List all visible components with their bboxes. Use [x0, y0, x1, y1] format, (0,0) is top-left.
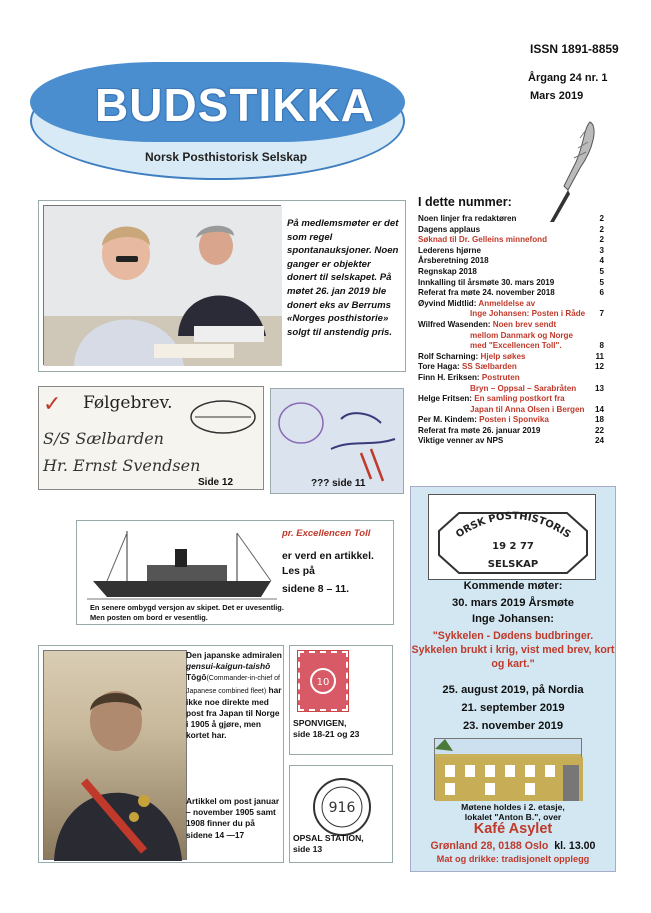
- toc-item-title: Bryn – Oppsal – Sarabråten: [470, 383, 577, 393]
- meeting-speaker: Inge Johansen:: [471, 613, 555, 625]
- toc-item-page: 2: [599, 235, 604, 245]
- venue-building-image: [434, 738, 582, 800]
- toc-title: I dette nummer:: [418, 195, 512, 209]
- toc-item-author: Rolf Scharning:: [418, 351, 481, 361]
- opsal-label: [293, 833, 364, 855]
- toc-item-title: [418, 267, 590, 278]
- sponvigen-label: [293, 718, 359, 740]
- toc-item-title: [418, 288, 590, 299]
- toc-item: [418, 288, 604, 299]
- toc-item-article: SS Sælbarden: [461, 362, 517, 372]
- toc-item-page: 14: [594, 404, 604, 414]
- toc-item: [418, 373, 604, 384]
- togo-text-c: har ikke noe direkte med post fra Japan til Norge i 1905 å gjøre, men kortet har.: [186, 684, 282, 741]
- toc-item-author: Dagens applaus: [418, 224, 481, 234]
- volume-number: Årgang 24 nr. 1: [528, 72, 608, 84]
- toc-item-title: [418, 352, 590, 363]
- toc-item-page: 6: [599, 288, 604, 298]
- toc-item-page: 22: [594, 425, 604, 435]
- meeting-photo: [43, 205, 281, 365]
- masthead-subtitle: Norsk Posthistorisk Selskap: [145, 150, 308, 164]
- venue-street: Grønland 28, 0188 Oslo: [430, 840, 549, 852]
- toc-item: [418, 278, 604, 289]
- toc-item: [418, 415, 604, 426]
- toc-item-page: [590, 373, 604, 384]
- toc-item-title: [418, 299, 590, 310]
- sponvigen-title: SPONVIGEN,: [293, 718, 347, 728]
- togo-text: [186, 650, 282, 742]
- seal-bottom-text: SELSKAP: [487, 559, 539, 570]
- toc-item: [418, 436, 604, 447]
- toc-item-page: 7: [599, 309, 604, 319]
- toc-item: [418, 362, 604, 373]
- toc-item-title: [418, 214, 590, 225]
- meetings-title: Kommende møter:: [463, 580, 563, 592]
- quill-pen-icon: [540, 118, 600, 228]
- toc-item-page: 24: [594, 436, 604, 446]
- svg-text:10: 10: [316, 677, 330, 688]
- toc-item-title: [418, 436, 590, 447]
- toc-item-page: 2: [599, 214, 604, 223]
- auction-scene-image: [44, 206, 282, 366]
- toc-item-author: Innkalling til årsmøte 30. mars 2019: [418, 277, 555, 287]
- masthead-title: BUDSTIKKA: [95, 79, 375, 131]
- issue-month: Mars 2019: [530, 90, 584, 102]
- red-check-mark-icon: ✓: [43, 391, 62, 416]
- toc-item-title: [418, 278, 590, 289]
- togo-text-b: Tōgō: [186, 672, 207, 683]
- toc-item-title: [418, 246, 590, 257]
- stamp-image: [298, 651, 348, 711]
- toc-item-page: 8: [599, 341, 604, 351]
- toc-item-author: Referat fra møte 26. januar 2019: [418, 425, 541, 435]
- meeting-1: 30. mars 2019 Årsmøte: [452, 597, 574, 609]
- ship-heading: pr. Excellencen Toll: [282, 528, 371, 539]
- toc-item-author: Finn H. Eriksen:: [418, 372, 482, 382]
- venue-name: Kafé Asylet: [473, 821, 553, 837]
- folgebrev-caption: Side 12: [198, 477, 234, 488]
- folgebrev-title: Følgebrev.: [83, 393, 173, 413]
- toc-item: [418, 384, 604, 395]
- opsal-postmark-icon: [304, 776, 380, 838]
- ship-pages: sidene 8 – 11.: [282, 584, 350, 595]
- toc-item-page: 4: [599, 256, 604, 266]
- toc-item: [418, 309, 604, 320]
- toc-item-article: Noen brev sendt: [492, 319, 557, 329]
- opsal-stamp-number: 916: [328, 800, 356, 816]
- admiral-togo-portrait: [43, 650, 187, 860]
- venue-food: Mat og drikke: tradisjonelt opplegg: [436, 854, 590, 864]
- seal-top-text: ORSK POSTHISTORIS: [454, 510, 573, 541]
- toc-item-article: Hjelp søkes: [480, 351, 526, 361]
- folgebrev-document: [38, 386, 264, 490]
- toc-item-page: 12: [594, 362, 604, 372]
- toc-item-title: [418, 394, 590, 405]
- toc-item: [418, 235, 604, 246]
- venue-line-1: Møtene holdes i 2. etasje,: [461, 802, 565, 812]
- toc-item-article: Posten i Sponvika: [479, 415, 549, 425]
- opsal-title: OPSAL STATION,: [293, 833, 364, 843]
- toc-item: [418, 246, 604, 257]
- toc-item-page: 2: [599, 224, 604, 234]
- togo-title-italic: gensui-kaigun-taishō: [186, 661, 271, 672]
- toc-item: [418, 225, 604, 236]
- toc-item-author: Viktige venner av NPS: [418, 436, 504, 446]
- toc-item-author: Referat fra møte 24. november 2018: [418, 288, 555, 298]
- toc-item: [418, 394, 604, 405]
- toc-item-author: Tore Haga:: [418, 362, 462, 372]
- toc-item-article: Postruten: [481, 372, 520, 382]
- toc-item-title: [418, 256, 590, 267]
- folgebrev-script-line-2: Hr. Ernst Svendsen: [43, 456, 201, 475]
- toc-item-title: Japan til Anna Olsen i Bergen: [470, 404, 585, 414]
- venue-address: [410, 840, 616, 852]
- toc-item-author: Noen linjer fra redaktøren: [418, 214, 517, 223]
- meeting-2: 25. august 2019, på Nordia: [442, 684, 584, 696]
- toc-item: [418, 256, 604, 267]
- toc-item-title: med "Excellencen Toll".: [470, 341, 562, 351]
- toc-item-page: 18: [594, 415, 604, 425]
- ship-caption: En senere ombygd versjon av skipet. Det er uvesentlig. Men posten om bord er vesentlig.: [90, 603, 284, 622]
- steamship-image: [87, 527, 277, 601]
- toc-item-page: [590, 320, 604, 331]
- toc-item-title: [418, 320, 590, 331]
- meeting-4: 23. november 2019: [462, 720, 564, 732]
- toc-item-page: [590, 299, 604, 310]
- toc-item: [418, 267, 604, 278]
- toc-item: [418, 214, 604, 225]
- toc-item-article: En samling postkort fra: [474, 394, 565, 404]
- opsal-pages: side 13: [293, 844, 323, 854]
- toc-item-author: Helge Fritsen:: [418, 394, 475, 404]
- toc-item: [418, 426, 604, 437]
- togo-text-a: Den japanske admiralen: [186, 650, 282, 660]
- society-seal: [428, 494, 596, 580]
- toc-item-page: [590, 394, 604, 405]
- toc-item-title: mellom Danmark og Norge: [470, 330, 573, 340]
- toc-item-page: 13: [594, 383, 604, 393]
- toc-item-page: [590, 331, 604, 342]
- toc-item-author: Årsberetning 2018: [418, 256, 489, 266]
- toc-item-page: 5: [599, 277, 604, 287]
- admiral-portrait-image: [44, 651, 188, 861]
- toc-item-author: Regnskap 2018: [418, 266, 477, 276]
- toc-item: [418, 299, 604, 310]
- table-of-contents: [418, 214, 604, 447]
- toc-item-author: Øyvind Midtlid:: [418, 298, 479, 308]
- toc-item: [418, 341, 604, 352]
- society-seal-image: [429, 495, 597, 581]
- toc-item-title: [418, 373, 590, 384]
- toc-item-article: Anmeldelse av: [478, 298, 536, 308]
- seal-date: 19 2 77: [492, 541, 534, 552]
- toc-item-author: Lederens hjørne: [418, 245, 481, 255]
- toc-item: [418, 405, 604, 416]
- toc-item-title: Søknad til Dr. Gelleins minnefond: [418, 235, 548, 245]
- toc-item: [418, 352, 604, 363]
- togo-article-ref: Artikkel om post januar – november 1905 samt 1908 finner du på sidene 14 —17: [186, 796, 280, 840]
- envelope-caption: ??? side 11: [311, 478, 366, 489]
- toc-item-title: [418, 362, 590, 373]
- toc-item-title: [418, 426, 590, 437]
- meeting-photo-box: [38, 200, 406, 372]
- svg-text:NORSK POSTHISTORISK: [429, 495, 572, 541]
- issn: ISSN 1891-8859: [530, 42, 619, 56]
- ship-text: er verd en artikkel. Les på: [282, 551, 374, 577]
- posthorn-stamp-icon: [300, 653, 346, 709]
- toc-item-page: 11: [595, 351, 604, 361]
- togo-text-small: (Commander-in-chief of Japanese combined fleet): [186, 675, 280, 695]
- toc-item: [418, 331, 604, 342]
- toc-item-title: Inge Johansen: Posten i Råde: [470, 309, 586, 319]
- venue-time: kl. 13.00: [554, 840, 596, 852]
- toc-item-author: Wilfred Wasenden:: [418, 319, 493, 329]
- venue-line-2: lokalet "Anton B.", over: [464, 812, 562, 822]
- sponvigen-pages: side 18-21 og 23: [293, 729, 360, 739]
- toc-item-title: [418, 415, 590, 426]
- toc-item-page: 5: [599, 266, 604, 276]
- toc-item-author: Per M. Kindem:: [418, 415, 480, 425]
- meeting-caption: På medlemsmøter er det som regel spontanauksjoner. Noen ganger er objekter donert til selskapet. På møtet 26. jan 2019 ble donert eks av Berrums «Norges posthistorie» solgt til anstendig pris.: [287, 218, 399, 338]
- toc-item-page: 3: [599, 245, 604, 255]
- toc-item: [418, 320, 604, 331]
- meeting-talk-title: "Sykkelen - Dødens budbringer. Sykkelen brukt i krig, vist med brev, kort og kart.": [411, 630, 615, 670]
- building-photo: [435, 739, 583, 801]
- toc-item-title: [418, 225, 590, 236]
- meeting-3: 21. september 2019: [461, 702, 565, 714]
- folgebrev-script-line-1: S/S Sælbarden: [43, 429, 164, 448]
